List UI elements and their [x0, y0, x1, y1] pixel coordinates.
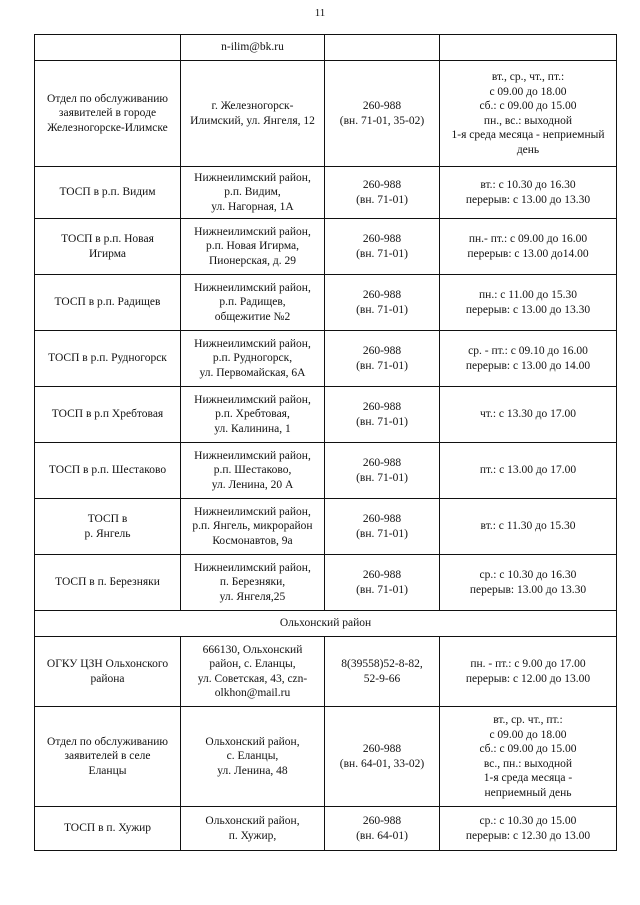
office-name-cell [35, 499, 181, 555]
cell-text-line: 260-988 [362, 100, 402, 112]
address-cell [181, 707, 325, 807]
cell-text-line: (вн. 64-01, 33-02) [339, 757, 425, 770]
cell-text-line: ср. - пт.: с 09.10 до 16.00 [468, 345, 588, 357]
table-row [35, 331, 617, 387]
office-name-cell [35, 387, 181, 443]
phone-cell [325, 499, 440, 555]
cell-text-line: Ольхонский район, [205, 815, 300, 827]
cell-text-line: вс., пн.: выходной [483, 757, 573, 770]
phone-cell [325, 637, 440, 707]
cell-text-line: п. Березняки, [219, 576, 286, 589]
cell-text-line: Космонавтов, 9а [212, 534, 293, 547]
office-name-cell [35, 167, 181, 219]
cell-text-line: Нижнеилимский район, [194, 337, 311, 350]
schedule-cell [440, 555, 617, 611]
schedule-cell [440, 637, 617, 707]
table-row [35, 707, 617, 807]
cell-text-line: n-ilim@bk.ru [221, 41, 284, 54]
schedule-cell [440, 707, 617, 807]
cell-text-line: (вн. 71-01) [356, 193, 408, 206]
section-header-row [35, 611, 617, 637]
address-cell [181, 637, 325, 707]
cell-text-line: р. Янгель [84, 527, 131, 540]
cell-text-line: общежитие №2 [214, 310, 291, 323]
cell-text-line: Еланцы [88, 764, 127, 777]
phone-cell [325, 167, 440, 219]
cell-text-line: (вн. 71-01) [356, 359, 408, 372]
table-row [35, 387, 617, 443]
cell-text-line: Нижнеилимский район, [194, 171, 311, 184]
office-name-cell [35, 331, 181, 387]
cell-text-line: чт.: с 13.30 до 17.00 [480, 408, 576, 421]
cell-text-line: перерыв: с 12.00 до 13.00 [465, 672, 591, 685]
district-heading: Ольхонский район [35, 611, 617, 637]
cell-text-line: р.п. Рудногорск, [212, 352, 293, 365]
phone-cell [325, 555, 440, 611]
cell-text-line: р.п. Хребтовая, [215, 408, 290, 421]
address-cell [181, 275, 325, 331]
cell-text-line: Отдел по обслуживанию [47, 92, 168, 105]
cell-text-line: Нижнеилимский район, [194, 281, 311, 294]
cell-text-line: Нижнеилимский район, [194, 393, 311, 406]
cell-text-line: перерыв: с 13.00 до 13.30 [465, 303, 591, 316]
cell-text-line: 260-988 [362, 233, 402, 245]
cell-text-line: Железногорске-Илимске [47, 121, 168, 134]
cell-text-line: 260-988 [362, 457, 402, 469]
cell-text-line: (вн. 71-01) [356, 527, 408, 540]
schedule-cell [440, 167, 617, 219]
cell-text-line: пн., вс.: выходной [483, 114, 573, 127]
table-row [35, 443, 617, 499]
office-name-cell [35, 637, 181, 707]
cell-text-line: Нижнеилимский район, [194, 561, 311, 574]
cell-text-line: (вн. 71-01, 35-02) [339, 114, 425, 127]
cell-text-line: заявителей в городе [58, 107, 157, 120]
cell-text-line: р.п. Новая Игирма, [205, 240, 300, 253]
cell-text-line: 260-988 [362, 401, 402, 413]
cell-text-line: 8(39558)52-8-82, [341, 658, 423, 670]
cell-text-line: 1-я среда месяца - [483, 772, 573, 784]
cell-text-line: Отдел по обслуживанию [47, 735, 168, 748]
cell-text-line: ул. Янгеля,25 [219, 590, 286, 603]
schedule-cell [440, 331, 617, 387]
schedule-cell [440, 275, 617, 331]
address-cell [181, 807, 325, 851]
cell-text-line: 260-988 [362, 179, 402, 191]
cell-text-line: п. Хужир, [228, 829, 277, 842]
cell-text-line: 260-988 [362, 815, 402, 827]
phone-cell [325, 35, 440, 61]
schedule-cell [440, 219, 617, 275]
office-name-cell [35, 275, 181, 331]
cell-text-line: ТОСП в п. Березняки [55, 576, 160, 589]
phone-cell [325, 443, 440, 499]
office-name-cell [35, 443, 181, 499]
cell-text-line: пн.: с 11.00 до 15.30 [479, 289, 577, 301]
cell-text-line: ТОСП в р.п. Рудногорск [48, 352, 167, 365]
cell-text-line: (вн. 71-01) [356, 471, 408, 484]
schedule-cell [440, 35, 617, 61]
table-row [35, 167, 617, 219]
page-number: 11 [314, 7, 326, 19]
schedule-cell [440, 499, 617, 555]
cell-text-line: Ольхонский район, [205, 735, 300, 748]
office-name-cell [35, 707, 181, 807]
cell-text-line: Пионерская, д. 29 [209, 254, 296, 267]
cell-text-line: (вн. 71-01) [356, 303, 408, 316]
cell-text-line: ул. Ленина, 20 А [211, 478, 294, 491]
cell-text-line: перерыв: с 13.00 до 13.30 [465, 193, 591, 206]
cell-text-line: заявителей в селе [64, 750, 151, 763]
schedule-cell [440, 387, 617, 443]
phone-cell [325, 331, 440, 387]
schedule-cell [440, 807, 617, 851]
cell-text-line: район, с. Еланцы, [209, 658, 296, 670]
address-cell [181, 443, 325, 499]
cell-text-line: (вн. 64-01) [356, 829, 408, 842]
cell-text-line: Нижнеилимский район, [194, 505, 311, 518]
office-name-cell [35, 61, 181, 167]
address-cell [181, 219, 325, 275]
phone-cell [325, 807, 440, 851]
cell-text-line: 260-988 [362, 513, 402, 525]
cell-text-line: г. Железногорск- [211, 100, 294, 112]
address-cell [181, 167, 325, 219]
table-row [35, 499, 617, 555]
cell-text-line: пн. - пт.: с 9.00 до 17.00 [470, 658, 586, 670]
cell-text-line: перерыв: с 13.00 до14.00 [467, 247, 589, 260]
cell-text-line: сб.: с 09.00 до 15.00 [479, 743, 577, 755]
cell-text-line: 260-988 [362, 569, 402, 581]
table-row [35, 637, 617, 707]
cell-text-line: Илимский, ул. Янгеля, 12 [190, 114, 315, 127]
phone-cell [325, 275, 440, 331]
cell-text-line: вт., ср., чт., пт.: [491, 71, 565, 83]
cell-text-line: ул. Калинина, 1 [214, 422, 291, 435]
cell-text-line: ТОСП в р.п. Шестаково [48, 464, 167, 477]
cell-text-line: Нижнеилимский район, [194, 225, 311, 238]
cell-text-line: вт., ср. чт., пт.: [493, 714, 563, 726]
cell-text-line: (вн. 71-01) [356, 415, 408, 428]
cell-text-line: 1-я среда месяца - неприемный [451, 129, 605, 141]
cell-text-line: Игирма [88, 247, 127, 260]
table-row [35, 35, 617, 61]
cell-text-line: ТОСП в [87, 513, 128, 525]
cell-text-line: пт.: с 13.00 до 17.00 [479, 464, 577, 477]
cell-text-line: ТОСП в р.п. Радищев [54, 296, 161, 309]
schedule-cell [440, 443, 617, 499]
address-cell [181, 555, 325, 611]
cell-text-line: 260-988 [362, 345, 402, 357]
office-name-cell [35, 219, 181, 275]
cell-text-line: (вн. 71-01) [356, 247, 408, 260]
address-cell [181, 35, 325, 61]
cell-text-line: ул. Ленина, 48 [217, 764, 288, 777]
cell-text-line: района [90, 672, 125, 685]
table-row [35, 555, 617, 611]
address-cell [181, 331, 325, 387]
cell-text-line: день [516, 143, 540, 156]
address-cell [181, 387, 325, 443]
phone-cell [325, 61, 440, 167]
cell-text-line: ул. Советская, 43, czn- [197, 672, 308, 685]
cell-text-line: olkhon@mail.ru [214, 687, 291, 699]
cell-text-line: перерыв: с 12.30 до 13.00 [465, 829, 591, 842]
cell-text-line: перерыв: с 13.00 до 14.00 [465, 359, 591, 372]
schedule-cell [440, 61, 617, 167]
cell-text-line: с 09.00 до 18.00 [489, 85, 567, 98]
cell-text-line: перерыв: 13.00 до 13.30 [469, 583, 587, 596]
table-row [35, 219, 617, 275]
cell-text-line: ср.: с 10.30 до 16.30 [479, 569, 577, 581]
table-body [35, 35, 617, 851]
cell-text-line: р.п. Радищев, [219, 296, 286, 309]
address-cell [181, 499, 325, 555]
cell-text-line: ТОСП в р.п. Видим [59, 186, 156, 199]
table-row [35, 807, 617, 851]
phone-cell [325, 219, 440, 275]
cell-text-line: 666130, Ольхонский [202, 643, 303, 656]
phone-cell [325, 707, 440, 807]
cell-text-line: ул. Нагорная, 1А [211, 200, 294, 213]
cell-text-line: с. Еланцы, [226, 750, 279, 763]
office-name-cell [35, 555, 181, 611]
cell-text-line: Нижнеилимский район, [194, 449, 311, 462]
cell-text-line: вт.: с 10.30 до 16.30 [480, 179, 576, 191]
cell-text-line: неприемный день [484, 786, 572, 799]
cell-text-line: ср.: с 10.30 до 15.00 [479, 815, 577, 827]
cell-text-line: сб.: с 09.00 до 15.00 [479, 100, 577, 112]
cell-text-line: (вн. 71-01) [356, 583, 408, 596]
cell-text-line: с 09.00 до 18.00 [489, 728, 567, 741]
office-name-cell [35, 807, 181, 851]
cell-text-line: вт.: с 11.30 до 15.30 [480, 520, 576, 533]
cell-text-line: ТОСП в п. Хужир [63, 822, 152, 835]
cell-text-line: 52-9-66 [363, 672, 401, 685]
cell-text-line: р.п. Видим, [224, 186, 281, 199]
cell-text-line: 260-988 [362, 289, 402, 301]
cell-text-line: ТОСП в р.п. Новая [61, 233, 154, 245]
cell-text-line: ОГКУ ЦЗН Ольхонского [46, 658, 169, 670]
address-cell [181, 61, 325, 167]
cell-text-line: р.п. Шестаково, [213, 464, 292, 477]
office-name-cell [35, 35, 181, 61]
cell-text-line: р.п. Янгель, микрорайон [192, 520, 313, 533]
cell-text-line: ул. Первомайская, 6А [199, 366, 306, 379]
phone-cell [325, 387, 440, 443]
cell-text-line: ТОСП в р.п Хребтовая [51, 408, 164, 421]
service-points-table [34, 34, 617, 851]
table-row [35, 275, 617, 331]
cell-text-line: 260-988 [362, 743, 402, 755]
cell-text-line: пн.- пт.: с 09.00 до 16.00 [468, 233, 588, 245]
table-row [35, 61, 617, 167]
